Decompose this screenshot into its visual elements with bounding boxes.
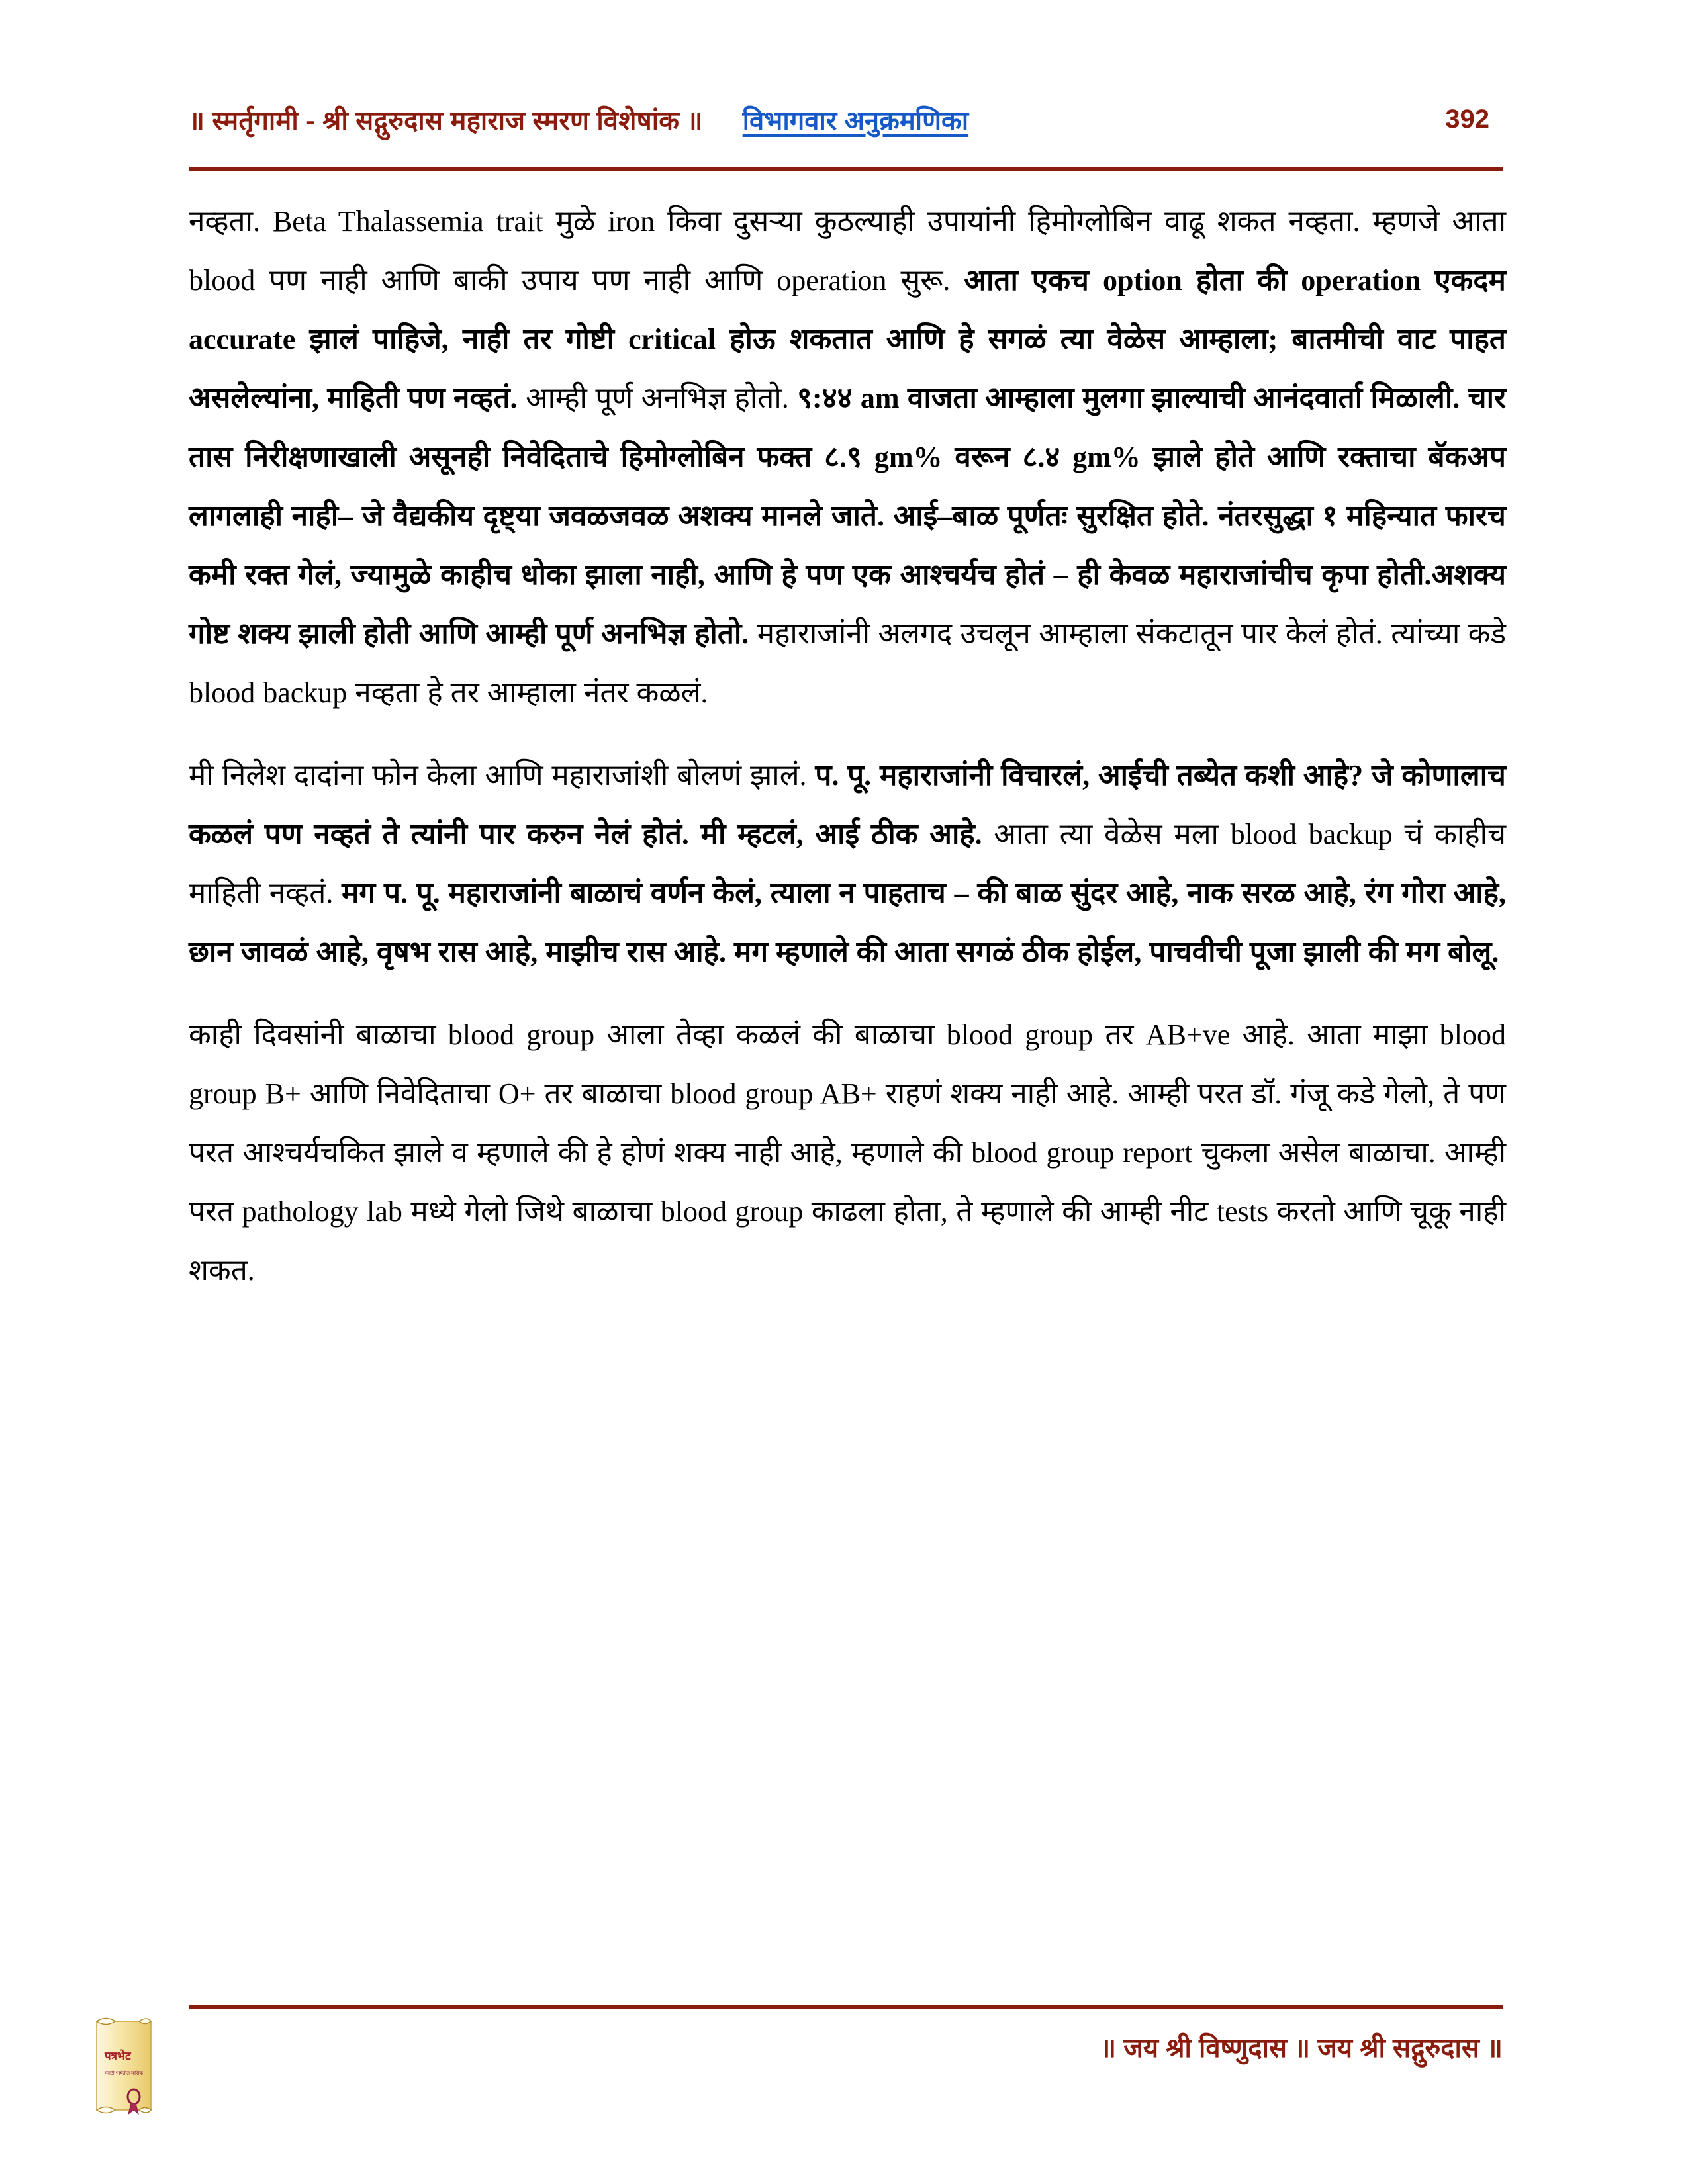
scroll-icon — [85, 2012, 164, 2118]
p2-segment-2: आता त्या वेळेस मला blood backup चं काहीच माहिती नव्हतं. — [189, 818, 1507, 909]
header-divider — [189, 167, 1503, 171]
page-number: 392 — [1445, 104, 1489, 134]
p1-bold-2: ९:४४ am वाजता आम्हाला मुलगा झाल्याची आनंदवार्ता मिळाली. चार तास निरीक्षणाखाली असूनही निवेदिताचे हिमोग्लोबिन फक्त ८.९ gm% वरून ८.४ gm% झाले होते आणि रक्ताचा बॅकअप लागलाही नाही– जे वैद्यकीय दृष्ट्या जवळजवळ अशक्य मानले जाते. आई–बाळ पूर्णतः सुरक्षित होते. नंतरसुद्धा १ महिन्यात फारच कमी रक्त गेलं, ज्यामुळे काहीच धोका झाला नाही, आणि हे पण एक आश्चर्यच होतं – ही केवळ महाराजांचीच कृपा होती.अशक्य गोष्ट शक्य झाली होती आणि आम्ही पूर्ण अनभिज्ञ होतो. — [189, 382, 1507, 650]
p1-bold-1: आता एकच option होता की operation एकदम accurate झालं पाहिजे, नाही तर गोष्टी critical होऊ शकतात आणि हे सगळं त्या वेळेस आम्हाला; बातमीची वाट पाहत असलेल्यांना, माहिती पण नव्हतं. — [189, 264, 1506, 414]
publication-title: ॥ स्मर्तृगामी - श्री सद्गुरुदास महाराज स्मरण विशेषांक ॥ — [189, 106, 703, 136]
p2-segment-1: मी निलेश दादांना फोन केला आणि महाराजांशी बोलणं झालं. — [189, 759, 816, 792]
p1-segment-2: आम्ही पूर्ण अनभिज्ञ होतो. — [517, 382, 798, 414]
p2-bold-2: मग प. पू. महाराजांनी बाळाचं वर्णन केलं, त्याला न पाहताच – की बाळ सुंदर आहे, नाक सरळ आहे, रंग गोरा आहे, छान जावळं आहे, वृषभ रास आहे, माझीच रास आहे. मग म्हणाले की आता सगळं ठीक होईल, पाचवीची पूजा झाली की मग बोलू. — [189, 877, 1506, 968]
p3-segment-1: काही दिवसांनी बाळाचा blood group आला तेव्हा कळलं की बाळाचा blood group तर AB+ve आहे. आता माझा blood group B+ आणि निवेदिताचा O+ तर बाळाचा blood group AB+ राहणं शक्य नाही आहे. आम्ही परत डॉ. गंजू कडे गेलो, ते पण परत आश्चर्यचकित झाले व म्हणाले की हे होणं शक्य नाही आहे, म्हणाले की blood group report चुकला असेल बाळाचा. आम्ही परत pathology lab मध्ये गेलो जिथे बाळाचा blood group काढला होता, ते म्हणाले की आम्ही नीट tests करतो आणि चूकू नाही शकत. — [189, 1019, 1506, 1287]
logo-tagline: मराठी भाषेतील मासिक — [105, 2071, 143, 2076]
footer-blessing: ॥ जय श्री विष्णुदास ॥ जय श्री सद्गुरुदास ॥ — [1100, 2034, 1503, 2063]
paragraph-2 — [189, 746, 1506, 981]
p2-bold-1: प. पू. महाराजांनी विचारलं, आईची तब्येत कशी आहे? जे कोणालाच कळलं पण नव्हतं ते त्यांनी पार करुन नेलं होतं. मी म्हटलं, आई ठीक आहे. — [189, 759, 1506, 850]
section-index-link[interactable]: विभागवार अनुक्रमणिका — [742, 106, 969, 136]
document-body — [189, 192, 1506, 1300]
patrabhet-scroll-logo — [85, 2012, 164, 2118]
paragraph-1 — [189, 192, 1506, 722]
p1-segment-3: महाराजांनी अलगद उचलून आम्हाला संकटातून पार केलं होतं. त्यांच्या कडे blood backup नव्हता हे तर आम्हाला नंतर कळलं. — [189, 617, 1506, 709]
page-header — [189, 93, 1503, 146]
footer-divider — [189, 2005, 1503, 2009]
logo-wordmark: पत्रभेट — [105, 2050, 131, 2062]
paragraph-3 — [189, 1005, 1506, 1300]
p1-segment-1: नव्हता. Beta Thalassemia trait मुळे iron किवा दुसऱ्या कुठल्याही उपायांनी हिमोग्लोबिन वाढू शकत नव्हता. म्हणजे आता blood पण नाही आणि बाकी उपाय पण नाही आणि operation सुरू. — [189, 205, 1506, 296]
